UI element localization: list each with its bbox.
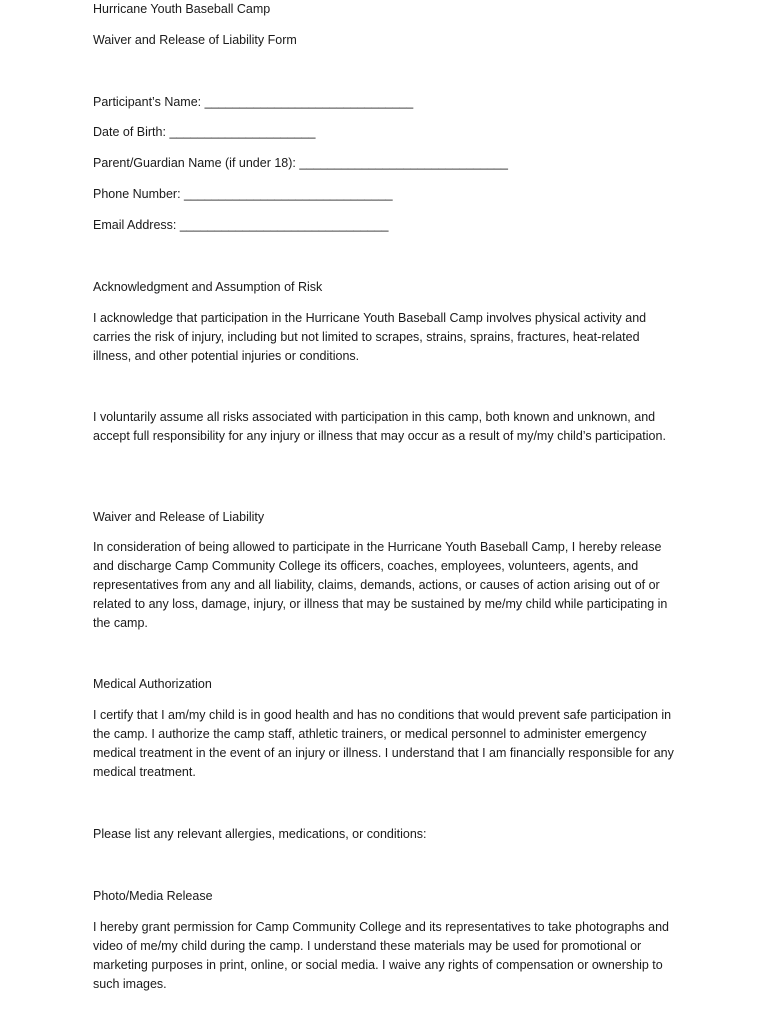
field-label: Date of Birth: <box>93 125 166 139</box>
participant-name-field[interactable] <box>93 93 413 111</box>
photo-paragraph: I hereby grant permission for Camp Community College and its representatives to take photographs and video of me/my child during the camp. I understand these materials may be used for promotional or marketing purposes in print, online, or social media. I waive any rights of compensation or ownership to such images. <box>93 920 669 991</box>
email-address-field[interactable] <box>93 216 388 234</box>
field-blank: _____________________ <box>169 125 316 139</box>
field-label: Participant’s Name: <box>93 95 202 109</box>
guardian-name-field[interactable] <box>93 154 508 172</box>
waiver-paragraph: In consideration of being allowed to participate in the Hurricane Youth Baseball Camp, I hereby release and discharge Camp Community College its officers, coaches, employees, volunteers, agents, and representatives from any and all liability, claims, demands, actions, or causes of action arising out of or related to any loss, damage, injury, or illness that may be sustained by me/my child while participating in the camp. <box>93 540 668 630</box>
photo-heading: Photo/Media Release <box>93 889 213 903</box>
risk-paragraph-2: I voluntarily assume all risks associated with participation in this camp, both known and unknown, and accept full responsibility for any injury or illness that may occur as a result of my/my child’s participation. <box>93 410 666 443</box>
risk-heading: Acknowledgment and Assumption of Risk <box>93 280 323 294</box>
field-blank: ______________________________ <box>184 187 393 201</box>
risk-paragraph-1: I acknowledge that participation in the Hurricane Youth Baseball Camp involves physical activity and carries the risk of injury, including but not limited to scrapes, strains, sprains, fractures, heat-related illness, and other potential injuries or conditions. <box>93 311 647 363</box>
field-blank: ______________________________ <box>299 156 508 170</box>
medical-heading: Medical Authorization <box>93 677 212 691</box>
allergies-prompt: Please list any relevant allergies, medications, or conditions: <box>93 827 427 841</box>
field-label: Phone Number: <box>93 187 181 201</box>
date-of-birth-field[interactable] <box>93 123 315 141</box>
field-blank: ______________________________ <box>204 95 414 109</box>
form-title: Waiver and Release of Liability Form <box>93 33 297 47</box>
field-blank: ______________________________ <box>179 218 389 232</box>
camp-name: Hurricane Youth Baseball Camp <box>93 2 271 16</box>
field-label: Parent/Guardian Name (if under 18): <box>93 156 296 170</box>
medical-paragraph: I certify that I am/my child is in good health and has no conditions that would prevent safe participation in the camp. I authorize the camp staff, athletic trainers, or medical personnel to administer emergency medical treatment in the event of an injury or illness. I understand that I am financially responsible for any medical treatment. <box>93 708 674 779</box>
waiver-heading: Waiver and Release of Liability <box>93 510 265 524</box>
field-label: Email Address: <box>93 218 177 232</box>
phone-number-field[interactable] <box>93 185 393 203</box>
